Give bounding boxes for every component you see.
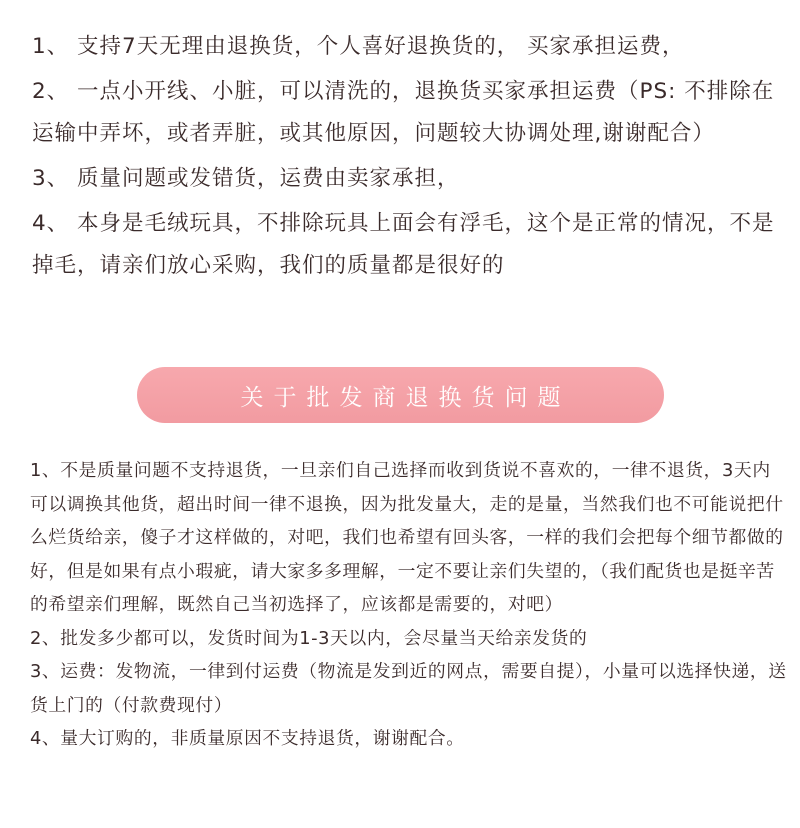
wholesale-item-2: 2、批发多少都可以，发货时间为1-3天以内，会尽量当天给亲发货的 (30, 627, 588, 649)
wholesale-item-1: 1、不是质量问题不支持退货，一旦亲们自己选择而收到货说不喜欢的，一律不退货，3天内可以调换其他货，超出时间一律不退换，因为批发量大，走的是量，当然我们也不可能说把什么烂货给亲，傻子才这样做的，对吧，我们也希望有回头客，一样的我们会把每个细节都做的好，但是如果有点小瑕疵，请大家多多理解，一定不要让亲们失望的，（我们配货也是挺辛苦的希望亲们理解，既然自己当初选择了，应该都是需要的，对吧） (30, 460, 784, 615)
banner-title: 关于批发商退换货问题 (240, 384, 571, 411)
wholesale-return-policy (30, 454, 788, 756)
policy-item-1: 1、 支持7天无理由退换货，个人喜好退换货的， 买家承担运费， (32, 34, 685, 59)
policy-item-2: 2、 一点小开线、小脏，可以清洗的，退换货买家承担运费（PS: 不排除在运输中弄坏，或者弄脏，或其他原因，问题较大协调处理,谢谢配合） (32, 79, 775, 146)
retail-return-policy (32, 26, 784, 290)
section-banner (137, 367, 664, 423)
policy-item-3: 3、 质量问题或发错货，运费由卖家承担， (32, 166, 460, 191)
policy-item-4: 4、 本身是毛绒玩具，不排除玩具上面会有浮毛，这个是正常的情况，不是掉毛，请亲们放心采购，我们的质量都是很好的 (32, 211, 775, 278)
wholesale-item-4: 4、量大订购的，非质量原因不支持退货，谢谢配合。 (30, 728, 465, 749)
wholesale-item-3: 3、运费：发物流，一律到付运费（物流是发到近的网点，需要自提），小量可以选择快递，送货上门的（付款费现付） (30, 661, 787, 716)
